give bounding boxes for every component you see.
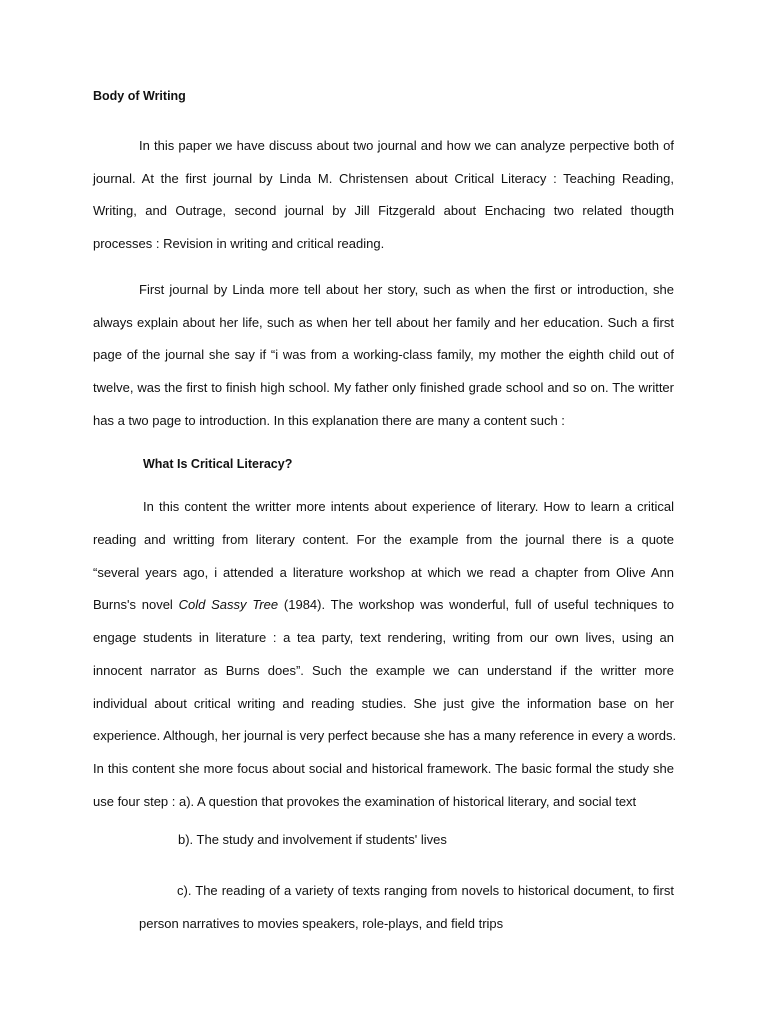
paragraph-critical-literacy	[93, 491, 677, 818]
paragraph-line: First journal by Linda more tell about her story, such as when the first or introduction, she	[139, 281, 674, 297]
section-heading: Body of Writing	[93, 89, 186, 103]
paragraph-intro	[93, 130, 674, 261]
paragraph-line: engage students in literature : a tea party, text rendering, writing from our own lives, using an	[93, 630, 674, 646]
paragraph-line: reading and writting from literary content. For the example from the journal there is a quote	[93, 532, 674, 548]
paragraph-line: Writing, and Outrage, second journal by Jill Fitzgerald about Enchacing two related thougth	[93, 203, 674, 219]
list-item-b: b). The study and involvement if students' lives	[178, 832, 447, 848]
paragraph-line	[93, 589, 674, 622]
paragraph-line: page of the journal she say if “i was from a working-class family, my mother the eighth child out of	[93, 347, 674, 363]
subheading-critical-literacy: What Is Critical Literacy?	[143, 457, 293, 472]
paragraph-line: experience. Although, her journal is very perfect because she has a many reference in every a words.	[93, 728, 677, 744]
paragraph-line: use four step : a). A question that provokes the examination of historical literary, and social text	[93, 793, 637, 809]
text-run: (1984). The workshop was wonderful, full of useful techniques to	[278, 597, 674, 613]
paragraph-line: In this content the writter more intents about experience of literary. How to learn a critical	[143, 499, 674, 515]
paragraph-line: processes : Revision in writing and critical reading.	[93, 236, 385, 252]
paragraph-line: has a two page to introduction. In this explanation there are many a content such :	[93, 412, 565, 428]
paragraph-line: c). The reading of a variety of texts ranging from novels to historical document, to first	[177, 883, 674, 899]
document-page	[93, 86, 677, 941]
paragraph-line: In this content she more focus about social and historical framework. The basic formal the study she	[93, 760, 674, 776]
list-item-c	[139, 875, 674, 940]
paragraph-line: always explain about her life, such as when her tell about her family and her education. Such a first	[93, 314, 674, 330]
paragraph-line: innocent narrator as Burns does”. Such the example we can understand if the writter more	[93, 662, 674, 678]
paragraph-line: “several years ago, i attended a literature workshop at which we read a chapter from Olive Ann	[93, 564, 674, 580]
paragraph-line: twelve, was the first to finish high school. My father only finished grade school and so on. The writter	[93, 379, 674, 395]
paragraph-line: person narratives to movies speakers, role-plays, and field trips	[139, 916, 504, 932]
paragraph-line: In this paper we have discuss about two journal and how we can analyze perpective both of	[139, 138, 674, 153]
paragraph-first-journal	[93, 274, 674, 438]
paragraph-line: journal. At the first journal by Linda M. Christensen about Critical Literacy : Teaching Reading,	[93, 170, 674, 186]
text-run: Burns's novel	[93, 597, 179, 613]
paragraph-line: individual about critical writing and reading studies. She just give the information base on her	[93, 695, 674, 711]
book-title: Cold Sassy Tree	[178, 597, 279, 613]
